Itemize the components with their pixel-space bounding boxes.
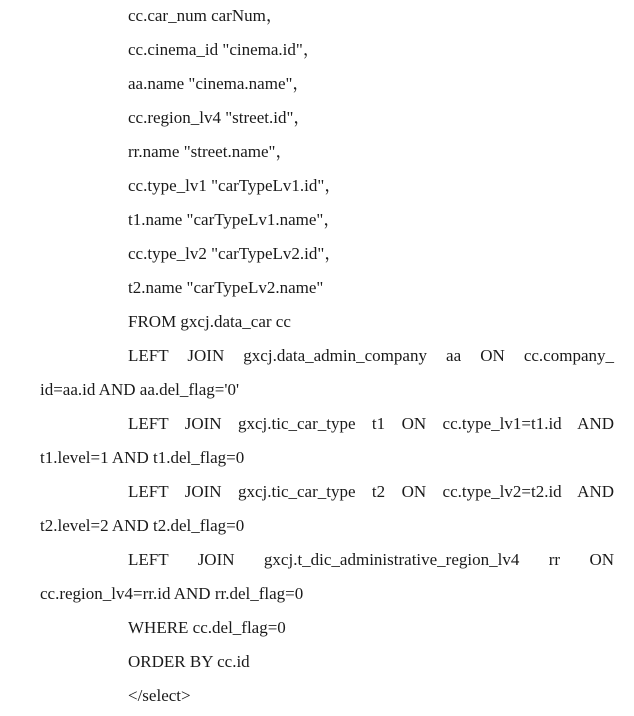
code-line-continuation: id=aa.id AND aa.del_flag='0' xyxy=(40,380,240,399)
code-line: cc.region_lv4 "street.id"， xyxy=(128,108,311,127)
code-line: cc.car_num carNum， xyxy=(128,6,283,25)
code-line: cc.cinema_id "cinema.id"， xyxy=(128,40,320,59)
code-line: rr.name "street.name"， xyxy=(128,142,293,161)
code-line: cc.type_lv1 "carTypeLv1.id"， xyxy=(128,176,342,195)
code-line: LEFT JOIN gxcj.data_admin_company aa ON cc.company_ xyxy=(128,346,614,365)
code-line: </select> xyxy=(128,686,191,705)
code-line: LEFT JOIN gxcj.tic_car_type t1 ON cc.type_lv1=t1.id AND xyxy=(128,414,614,433)
code-line: t1.name "carTypeLv1.name"， xyxy=(128,210,341,229)
code-line: LEFT JOIN gxcj.tic_car_type t2 ON cc.type_lv2=t2.id AND xyxy=(128,482,614,501)
code-line-continuation: t2.level=2 AND t2.del_flag=0 xyxy=(40,516,245,535)
code-line: cc.type_lv2 "carTypeLv2.id"， xyxy=(128,244,342,263)
code-line: t2.name "carTypeLv2.name" xyxy=(128,278,324,297)
code-line: LEFT JOIN gxcj.t_dic_administrative_region_lv4 rr ON xyxy=(128,550,614,569)
code-line: FROM gxcj.data_car cc xyxy=(128,312,291,331)
code-line: WHERE cc.del_flag=0 xyxy=(128,618,286,637)
code-line-continuation: cc.region_lv4=rr.id AND rr.del_flag=0 xyxy=(40,584,304,603)
code-line: ORDER BY cc.id xyxy=(128,652,250,671)
code-line: aa.name "cinema.name"， xyxy=(128,74,310,93)
code-line-continuation: t1.level=1 AND t1.del_flag=0 xyxy=(40,448,245,467)
